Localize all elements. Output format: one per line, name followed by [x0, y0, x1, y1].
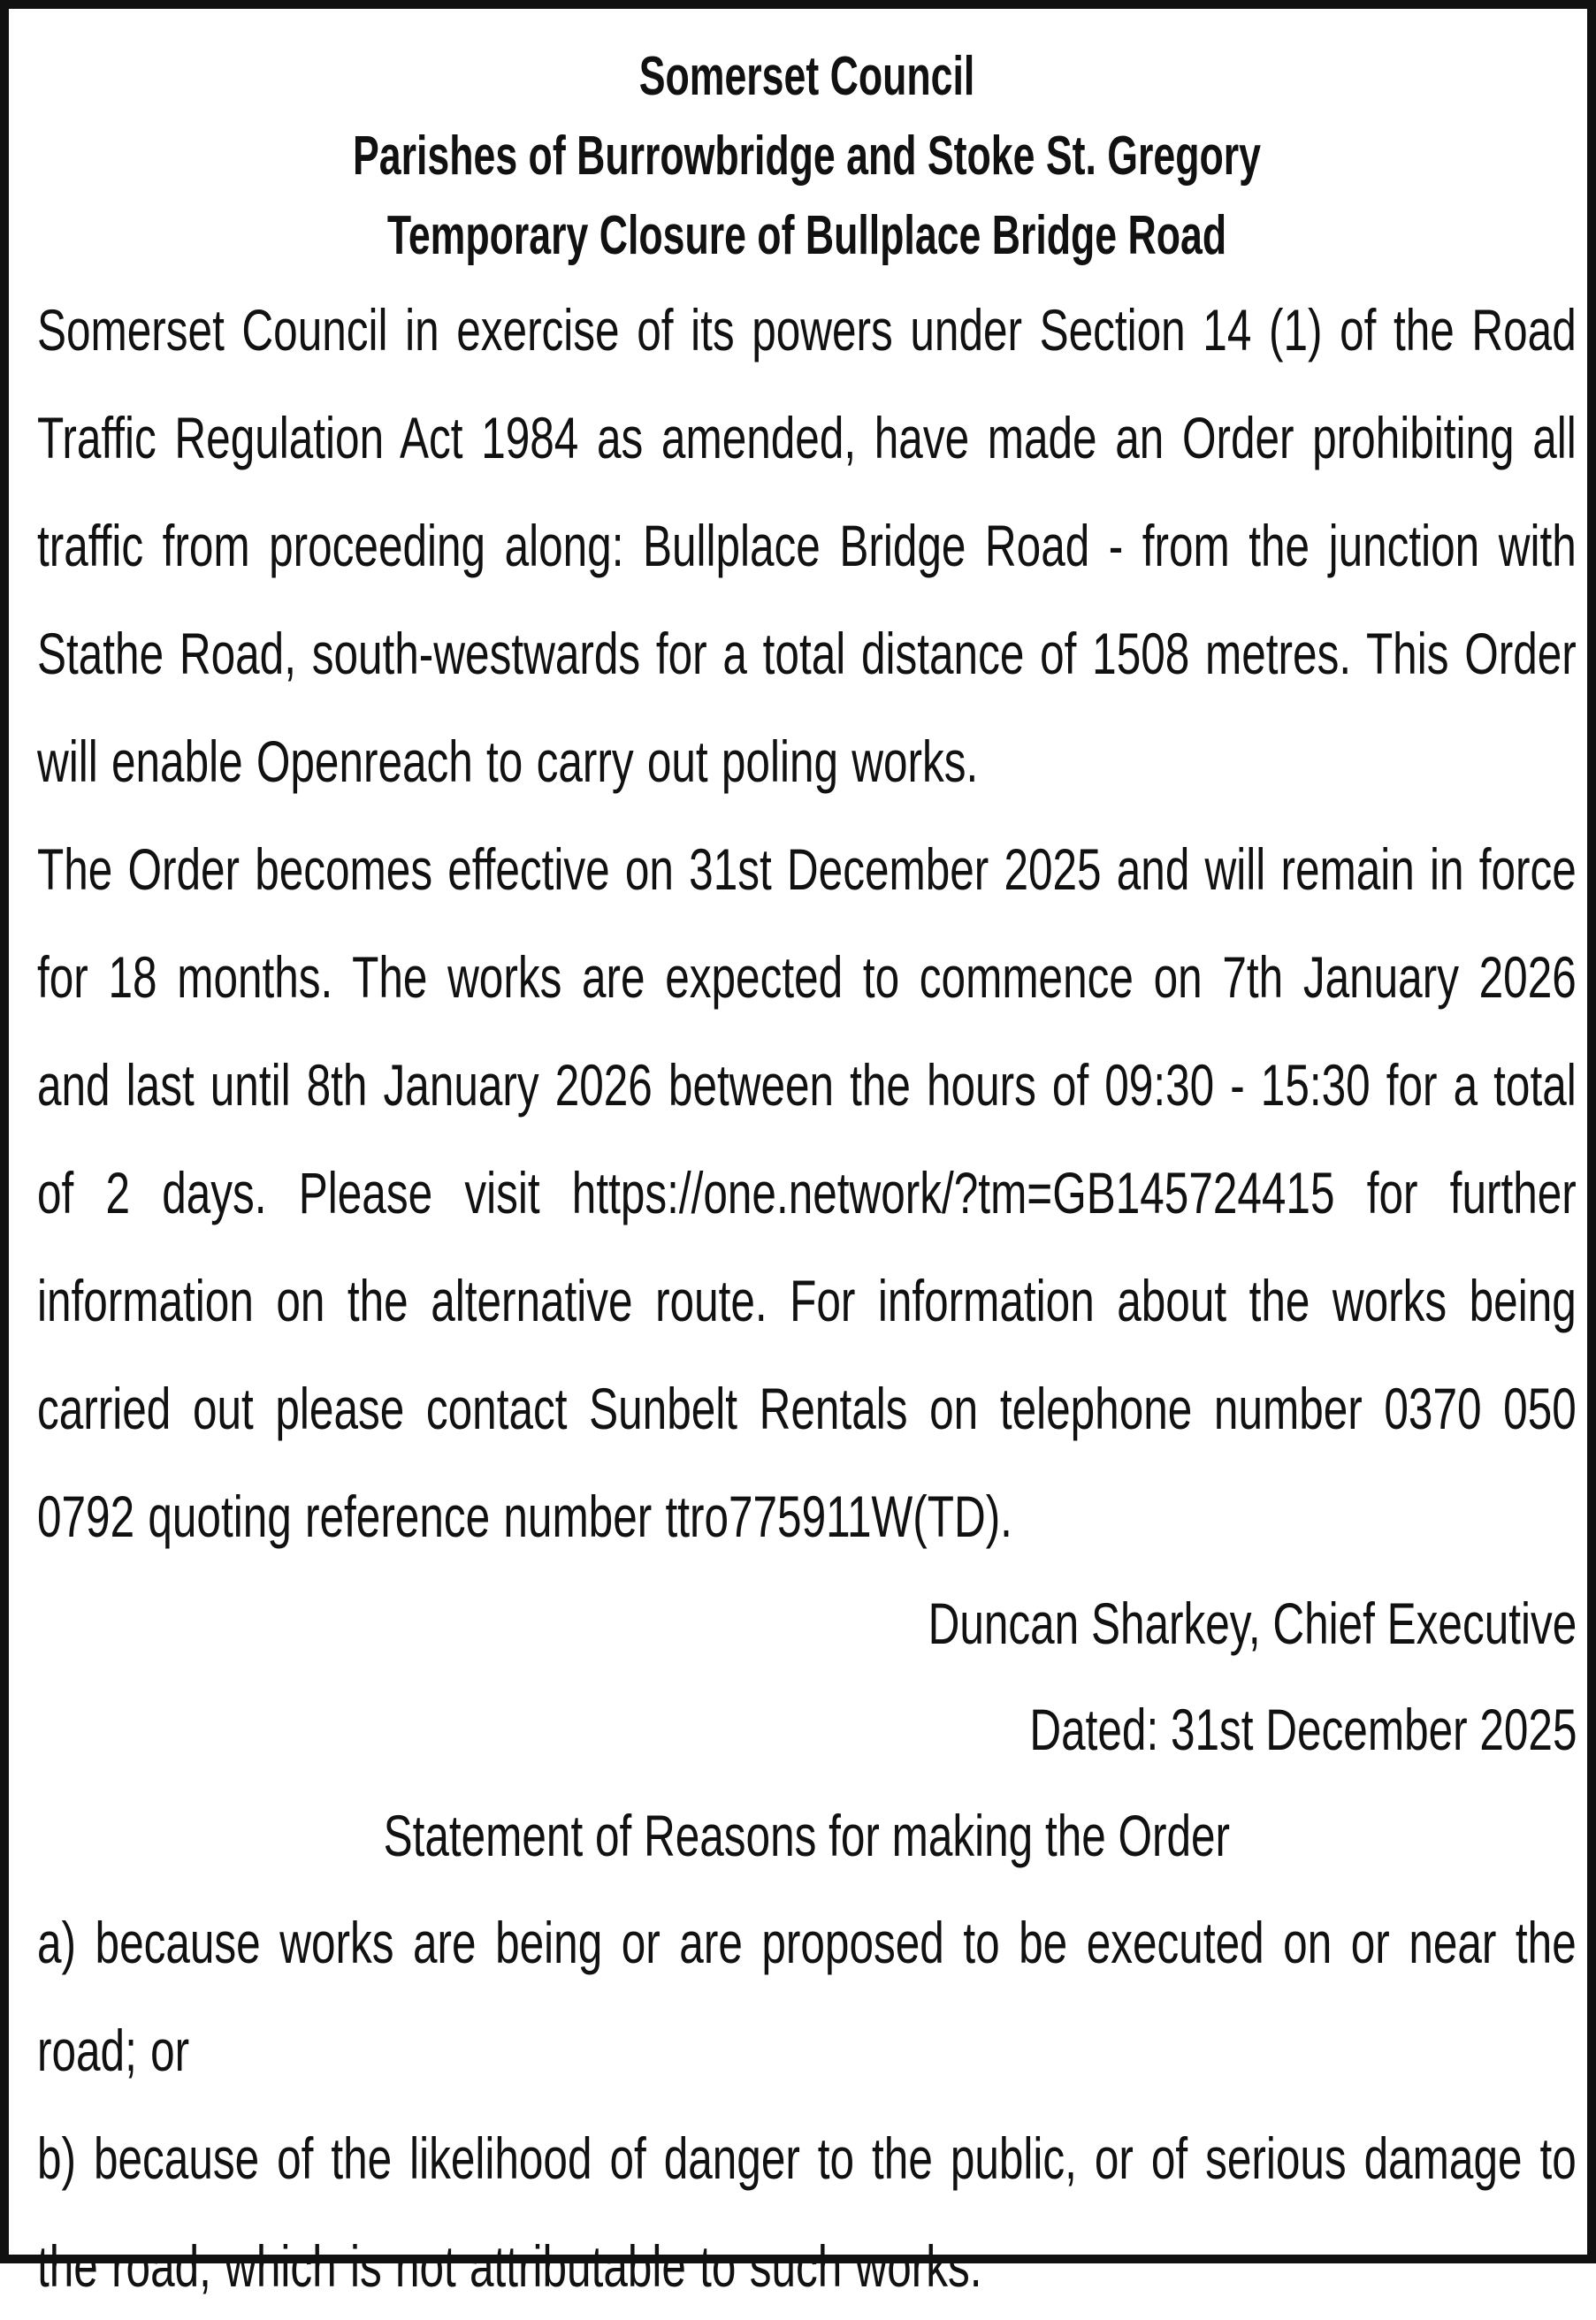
dated-line — [37, 1676, 1577, 1782]
dated-line-text: Dated: 31st December 2025 — [1028, 1697, 1577, 1762]
reasons-title-text: Statement of Reasons for making the Order — [383, 1803, 1231, 1868]
reason-item-b: b) because of the likelihood of danger to the public, or of serious damage to the road, which is not attributable to such works. — [37, 2125, 1577, 2299]
signatory-name — [37, 1570, 1577, 1676]
notice-body — [37, 276, 1577, 1570]
notice-heading-parishes: Parishes of Burrowbridge and Stoke St. Gregory — [353, 126, 1261, 187]
signatory-name-text: Duncan Sharkey, Chief Executive — [928, 1591, 1577, 1656]
order-paragraph: Somerset Council in exercise of its powers under Section 14 (1) of the Road Traffic Regulation Act 1984 as amended, have made an Order prohibiting all traffic from proceeding along: Bullplace Bridge Road - from the junction with Stathe Road, south-westwards for a total distance of 1508 metres. This Order will enable Openreach to carry out poling works. — [37, 297, 1577, 794]
effective-paragraph: The Order becomes effective on 31st December 2025 and will remain in force for 18 months. The works are expected to commence on 7th January 2026 and last until 8th January 2026 between the hours of 09:30 - 15:30 for a total of 2 days. Please visit https://one.network/?tm=GB145724415 for further information on the alternative route. For information about the works being carried out please contact Sunbelt Rentals on telephone number 0370 050 0792 quoting reference number ttro775911W(TD). — [37, 836, 1577, 1549]
public-notice — [37, 37, 1577, 2320]
reason-item-a: a) because works are being or are proposed to be executed on or near the road; or — [37, 1910, 1577, 2083]
reasons-list — [37, 1889, 1577, 2320]
notice-heading-closure: Temporary Closure of Bullplace Bridge Road — [386, 205, 1227, 266]
notice-heading-council: Somerset Council — [638, 46, 975, 107]
reasons-title — [37, 1782, 1577, 1889]
